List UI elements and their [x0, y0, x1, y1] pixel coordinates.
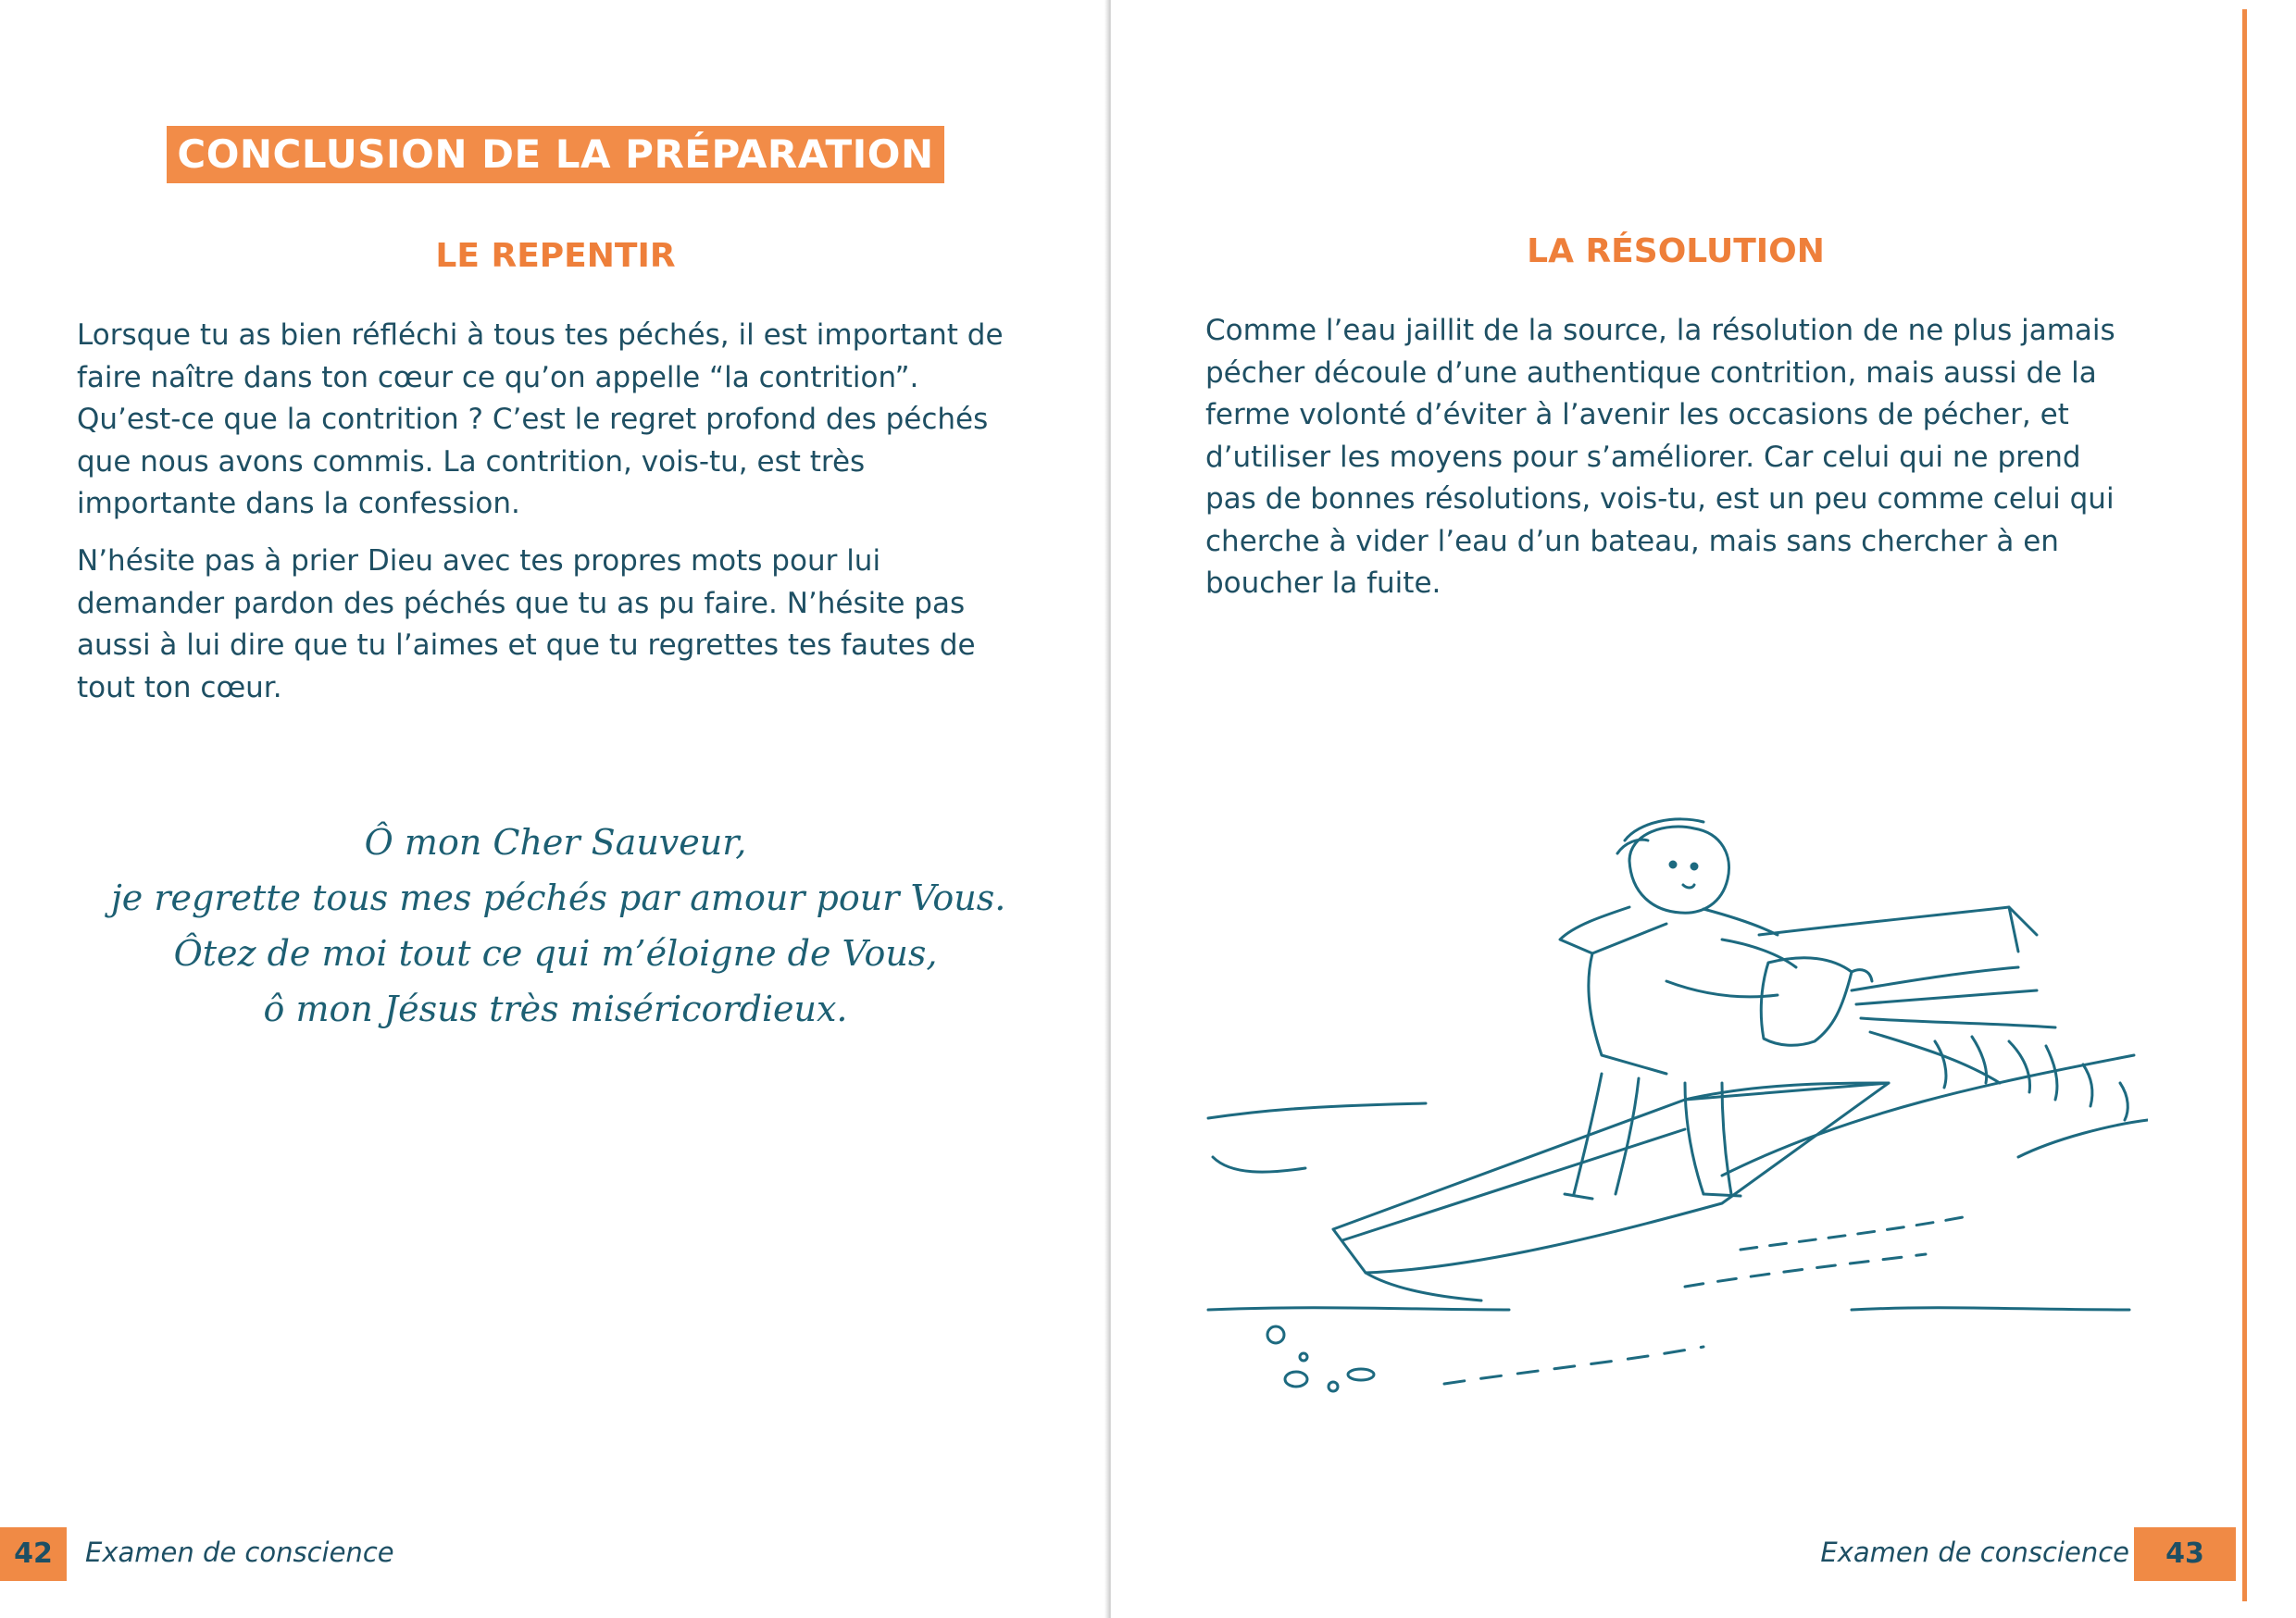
section-banner-title: CONCLUSION DE LA PRÉPARATION	[167, 126, 944, 183]
footer-right: Examen de conscience	[1820, 1537, 2129, 1568]
prayer-line: Ôtez de moi tout ce qui m’éloigne de Vous,	[173, 933, 938, 974]
paragraph-prayer-advice: N’hésite pas à prier Dieu avec tes propres mots pour lui demander pardon des péchés que tu as pu faire. N’hésite pas aussi à lui dire que tu l’aimes et que tu regrettes tes fautes de tout ton cœur.	[77, 544, 976, 704]
heading-resolution: LA RÉSOLUTION	[1527, 232, 1825, 270]
prayer-line: Ô mon Cher Sauveur,	[364, 822, 747, 863]
left-page	[0, 0, 1106, 1618]
boy-bailing-boat-illustration	[1204, 805, 2148, 1407]
paragraph-resolution: Comme l’eau jaillit de la source, la résolution de ne plus jamais pécher découle d’une authentique contrition, mais aussi de la ferme volonté d’éviter à l’avenir les occasions de pécher, et d’utiliser les moyens pour s’améliorer. Car celui qui ne prend pas de bonnes résolutions, vois-tu, est un peu comme celui qui cherche à vider l’eau d’un bateau, mais sans chercher à en boucher la fuite.	[1205, 314, 2115, 600]
prayer-text	[111, 815, 1006, 1037]
prayer-line: ô mon Jésus très miséricordieux.	[263, 989, 848, 1029]
page-number-right: 43	[2134, 1527, 2236, 1581]
paragraph-contrition: Lorsque tu as bien réfléchi à tous tes péchés, il est important de faire naître dans ton cœur ce qu’on appelle “la contrition”. Qu’est-ce que la contrition ? C’est le regret profond des péchés que nous avons commis. La contrition, vois-tu, est très importante dans la confession.	[77, 318, 1004, 520]
heading-repentir: LE REPENTIR	[435, 237, 676, 275]
footer-left: Examen de conscience	[85, 1537, 394, 1568]
page-number-left: 42	[0, 1527, 67, 1581]
prayer-line: je regrette tous mes péchés par amour pour Vous.	[111, 877, 1006, 918]
page-edge-stripe	[2242, 9, 2247, 1601]
